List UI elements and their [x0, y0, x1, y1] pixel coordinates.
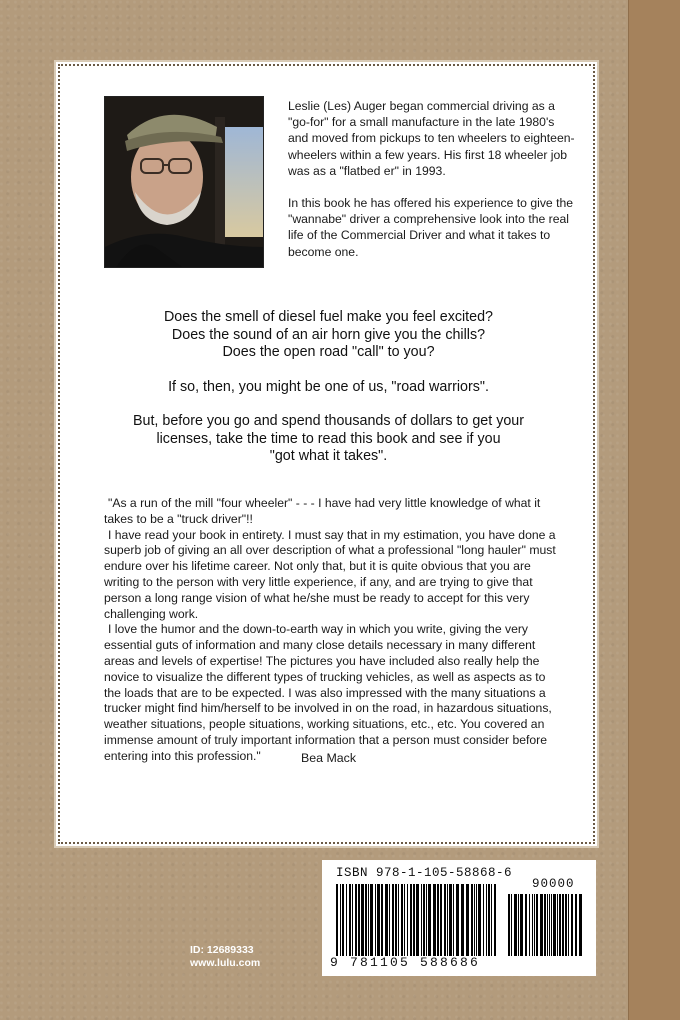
barcode-bar: [392, 884, 394, 956]
pitch-closing-line: "got what it takes".: [269, 448, 388, 464]
author-photo: [104, 96, 264, 268]
barcode-bar: [440, 884, 442, 956]
pitch-line: If so, then, you might be one of us, "road warriors".: [168, 378, 489, 395]
barcode-bar: [571, 894, 573, 956]
barcode-bar: [358, 884, 360, 956]
pitch-question: Does the smell of diesel fuel make you feel excited?: [163, 309, 493, 325]
barcode-bar: [532, 894, 533, 956]
price-code: 90000: [532, 877, 575, 891]
barcode-bar: [416, 884, 419, 956]
barcode-bar: [488, 884, 490, 956]
testimonial-paragraph: "As a run of the mill "four wheeler" - - - I have had very little knowledge of what it takes to be a "truck driver"!!: [104, 496, 541, 526]
author-photo-image: [105, 97, 264, 268]
publisher-url: www.lulu.com: [190, 957, 261, 969]
barcode-bar: [549, 894, 550, 956]
barcode-bar: [466, 884, 469, 956]
testimonial-paragraph: I love the humor and the down-to-earth way in which you write, giving the very essential guts of information and many close details necessary in many different areas and levels of expertise! The pictures you have included also really help the novice to visualize the different types of trucking vehicles, as well as aspects as to the loads that are to be expected. I was also impressed with the many situations a trucker might find him/herself to be involved in on the road, in hazardous situations, weather situations, people situations, working situations, etc., etc. You covered an immense amount of truly important information that a person must consider before entering into this profession.": [104, 622, 552, 763]
barcode-bar: [518, 894, 519, 956]
pitch-question: Does the open road "call" to you?: [222, 344, 435, 360]
barcode-bar: [355, 884, 357, 956]
barcode-bar: [421, 884, 422, 956]
pitch-question: Does the sound of an air horn give you the chills?: [171, 326, 486, 343]
isbn-barcode: [322, 860, 596, 976]
barcode-bar: [456, 884, 459, 956]
barcode-bar: [579, 894, 582, 956]
barcode-bar: [486, 884, 487, 956]
publisher-id: ID: 12689333: [190, 944, 254, 956]
barcode-bar: [404, 884, 405, 956]
barcode-bar: [562, 894, 564, 956]
barcode-bar: [508, 894, 510, 956]
pitch-questions: [60, 309, 597, 362]
barcode-bar: [398, 884, 399, 956]
barcode-bar: [511, 894, 512, 956]
pitch-closing-line: licenses, take the time to read this book and see if you: [156, 430, 501, 447]
author-bio: [288, 98, 578, 276]
publisher-info: [190, 944, 260, 970]
barcode-bar: [547, 894, 548, 956]
barcode-bar: [534, 894, 535, 956]
barcode-bar: [478, 884, 481, 956]
barcode-bar: [407, 884, 408, 956]
back-cover-panel: [58, 64, 595, 844]
barcode-bar: [514, 894, 517, 956]
barcode-bar: [471, 884, 473, 956]
isbn-text: ISBN 978-1-105-58868-6: [336, 866, 513, 880]
barcode-bar: [423, 884, 425, 956]
barcode-bar: [568, 894, 569, 956]
barcode-bar: [401, 884, 403, 956]
pitch-text: [60, 309, 597, 483]
bio-paragraph: In this book he has offered his experience to give the "wannabe" driver a comprehensive look into the real life of the Commercial Driver and what it takes to become one.: [288, 196, 574, 259]
barcode-bar: [453, 884, 454, 956]
barcode-bar: [565, 894, 567, 956]
barcode-bar: [559, 894, 561, 956]
barcode-bar: [529, 894, 530, 956]
barcode-bar: [553, 894, 556, 956]
barcode-bar: [426, 884, 427, 956]
barcode-bar: [433, 884, 436, 956]
barcode-bar: [461, 884, 464, 956]
barcode-bar: [437, 884, 439, 956]
barcode-bar: [342, 884, 344, 956]
barcode-bar: [575, 894, 577, 956]
barcode-bar: [474, 884, 475, 956]
barcode-bar: [525, 894, 527, 956]
barcode-bar: [557, 894, 558, 956]
barcode-bar: [381, 884, 383, 956]
book-spine: [628, 0, 680, 1020]
barcode-bar: [447, 884, 448, 956]
barcode-bar: [483, 884, 484, 956]
testimonial: [104, 496, 560, 765]
barcode-bar: [336, 884, 338, 956]
barcode-bar: [551, 894, 552, 956]
testimonial-paragraph: I have read your book in entirety. I must say that in my estimation, you have done a superb job of giving an all over description of what a professional "long hauler" must endure over his lifetime career. Not only that, but it is quite obvious that you are writing to the person with very little experience, if any, and are trying to give that person a long range vision of what he/she must be ready to accept for this very challenging work.: [104, 527, 556, 621]
testimonial-signature: Bea Mack: [300, 751, 357, 765]
pitch-closing: [60, 413, 597, 466]
barcode-bar: [368, 884, 369, 956]
barcode-bar: [413, 884, 415, 956]
barcode-bar: [491, 884, 492, 956]
barcode-bar: [377, 884, 380, 956]
barcode-bar: [375, 884, 376, 956]
barcode-bar: [540, 894, 543, 956]
barcode-bar: [449, 884, 452, 956]
barcode-bar: [395, 884, 397, 956]
barcode-bar: [476, 884, 477, 956]
barcode-bar: [370, 884, 373, 956]
barcode-bar: [352, 884, 353, 956]
barcode-bar: [444, 884, 446, 956]
barcode-bar: [389, 884, 390, 956]
barcode-bar: [340, 884, 341, 956]
ean-digits: 9 781105 588686: [330, 955, 481, 970]
barcode-bar: [494, 884, 496, 956]
barcode-bar: [536, 894, 538, 956]
pitch-closing-line: But, before you go and spend thousands of dollars to get your: [132, 413, 525, 429]
barcode-bar: [349, 884, 351, 956]
barcode-bar: [520, 894, 523, 956]
bio-paragraph: Leslie (Les) Auger began commercial driving as a "go-for" for a small manufacture in the late 1980's and moved from pickups to ten wheelers to eighteen-wheelers within a few years. His first 18 wheeler job was as a "flatbed er" in 1993.: [288, 99, 575, 178]
barcode-bar: [428, 884, 431, 956]
barcode-bar: [385, 884, 388, 956]
barcode-bar: [361, 884, 364, 956]
barcode-bar: [410, 884, 412, 956]
barcode-bar: [346, 884, 347, 956]
barcode-bar: [544, 894, 546, 956]
barcode-bar: [365, 884, 367, 956]
